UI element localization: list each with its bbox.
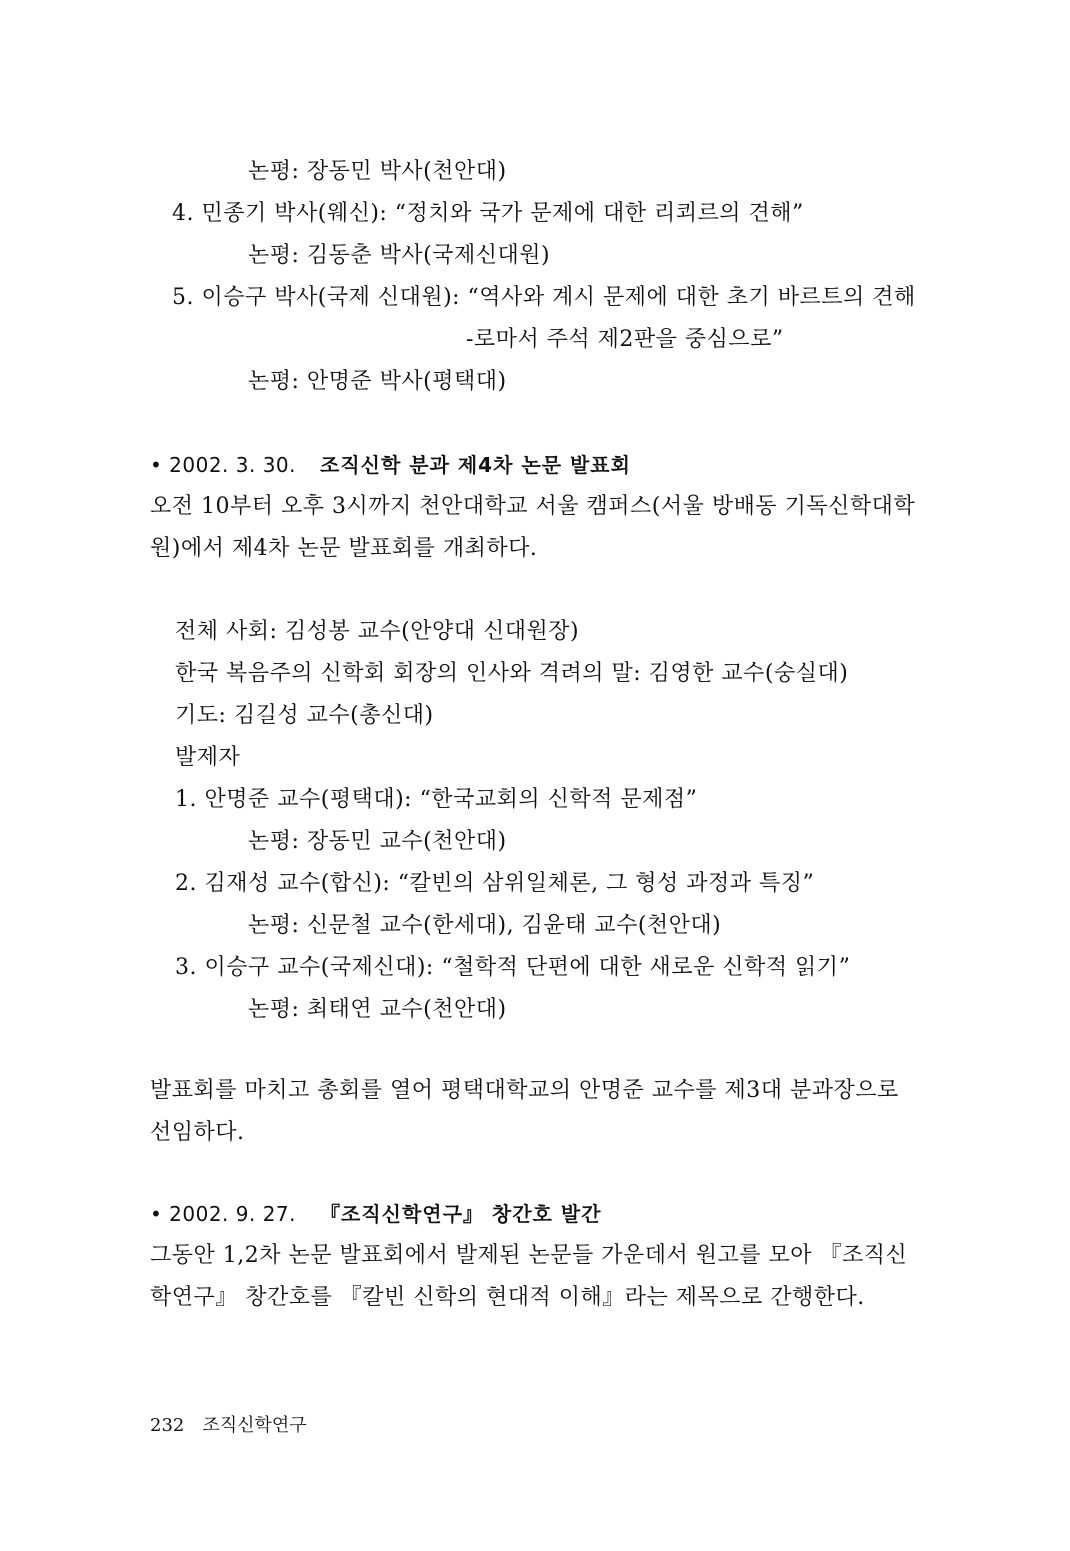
paragraph-line: 학연구』 창간호를 『칼빈 신학의 현대적 이해』라는 제목으로 간행한다. xyxy=(150,1285,865,1310)
section-title: 『조직신학연구』 창간호 발간 xyxy=(320,1202,602,1226)
prayer-line: 기도: 김길성 교수(총신대) xyxy=(175,703,434,728)
presentation-item-4: 4. 민종기 박사(웨신): “정치와 국가 문제에 대한 리쾨르의 견해” xyxy=(172,201,804,226)
paragraph-line: 그동안 1,2차 논문 발표회에서 발제된 논문들 가운데서 원고를 모아 『조직신 xyxy=(150,1243,908,1268)
page-footer xyxy=(150,1414,307,1438)
presentation-item-5: 5. 이승구 박사(국제 신대원): “역사와 계시 문제에 대한 초기 바르트의 견해 xyxy=(172,285,916,310)
review-line: 논평: 장동민 박사(천안대) xyxy=(248,159,507,184)
paragraph-line: 선임하다. xyxy=(150,1120,245,1145)
running-title: 조직신학연구 xyxy=(202,1415,307,1436)
section-heading xyxy=(150,450,631,480)
section-heading xyxy=(150,1199,601,1229)
presenters-label: 발제자 xyxy=(175,745,241,770)
presentation-item-5-continued: -로마서 주석 제2판을 중심으로” xyxy=(466,327,784,352)
paragraph-line: 오전 10부터 오후 3시까지 천안대학교 서울 캠퍼스(서울 방배동 기독신학대학 xyxy=(150,494,916,519)
presentation-item-3: 3. 이승구 교수(국제신대): “철학적 단편에 대한 새로운 신학적 읽기” xyxy=(175,955,851,980)
review-line: 논평: 안명준 박사(평택대) xyxy=(248,369,507,394)
presentation-item-1: 1. 안명준 교수(평택대): “한국교회의 신학적 문제점” xyxy=(175,787,698,812)
section-date: • 2002. 3. 30. xyxy=(150,453,297,477)
chair-line: 전체 사회: 김성봉 교수(안양대 신대원장) xyxy=(175,619,580,644)
review-line: 논평: 최태연 교수(천안대) xyxy=(248,997,507,1022)
paragraph-line: 발표회를 마치고 총회를 열어 평택대학교의 안명준 교수를 제3대 분과장으로 xyxy=(150,1078,899,1103)
paragraph-line: 원)에서 제4차 논문 발표회를 개최하다. xyxy=(150,536,538,561)
greeting-line: 한국 복음주의 신학회 회장의 인사와 격려의 말: 김영한 교수(숭실대) xyxy=(175,661,849,686)
review-line: 논평: 김동춘 박사(국제신대원) xyxy=(248,243,551,268)
page-number: 232 xyxy=(150,1415,185,1436)
section-title: 조직신학 분과 제4차 논문 발표회 xyxy=(320,453,631,477)
review-line: 논평: 장동민 교수(천안대) xyxy=(248,829,507,854)
presentation-item-2: 2. 김재성 교수(합신): “칼빈의 삼위일체론, 그 형성 과정과 특징” xyxy=(175,871,815,896)
review-line: 논평: 신문철 교수(한세대), 김윤태 교수(천안대) xyxy=(248,913,722,938)
section-date: • 2002. 9. 27. xyxy=(150,1202,297,1226)
